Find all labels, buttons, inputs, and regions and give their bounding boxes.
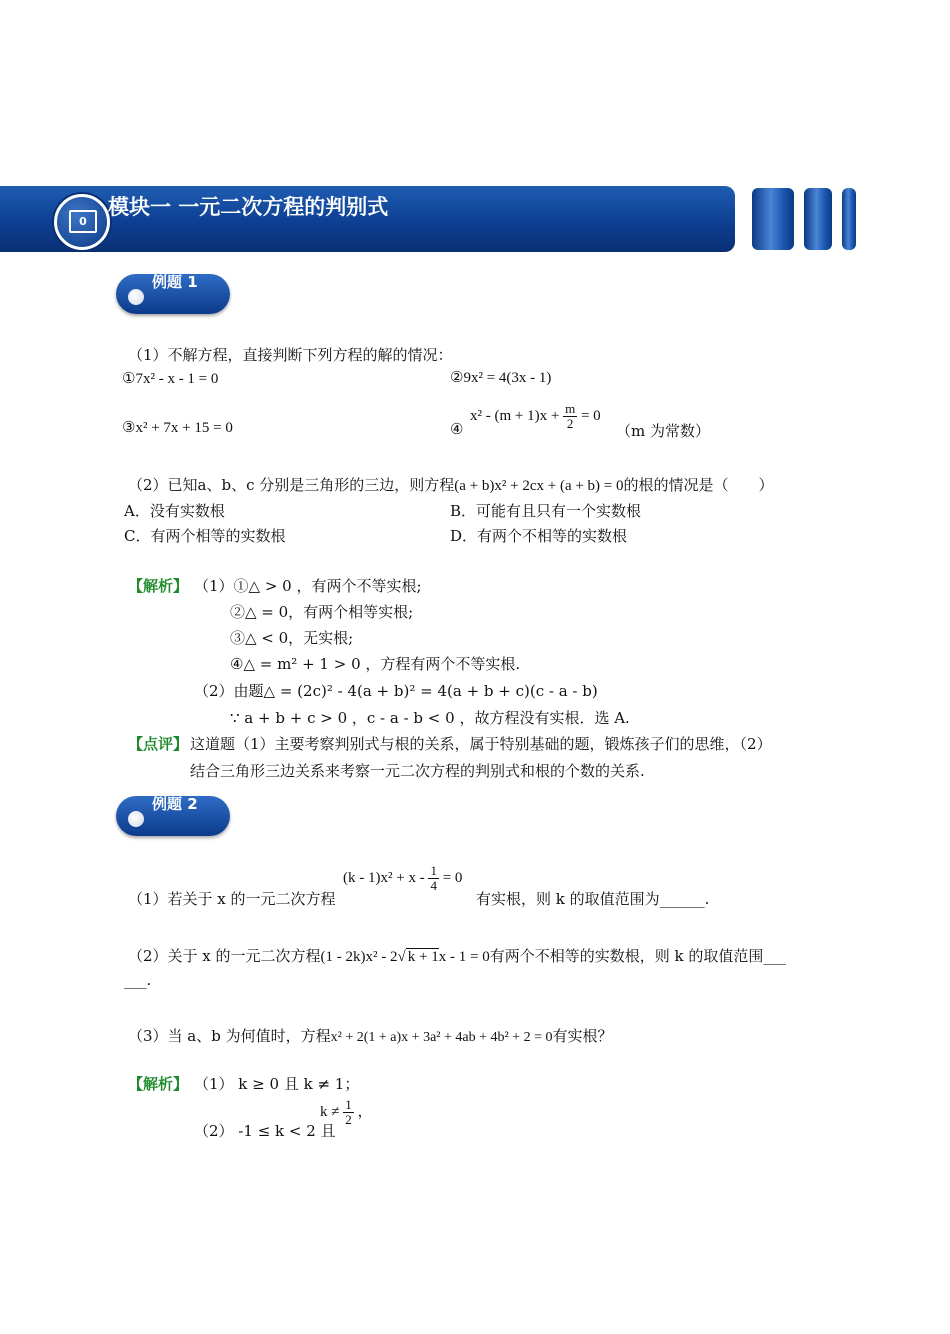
equation-4 <box>470 402 601 431</box>
ex2-sol2-fraction <box>343 1098 354 1127</box>
equation-4-note: （m 为常数） <box>616 422 710 440</box>
q2-equation: (a + b)x² + 2cx + (a + b) = 0 <box>454 478 624 494</box>
fraction-den: 2 <box>345 1112 352 1127</box>
ex2-q1-eq-tail: = 0 <box>442 869 463 886</box>
bullet-icon <box>128 811 144 827</box>
module-title: 模块一 一元二次方程的判别式 <box>108 195 389 219</box>
equation-1: ①7x² - x - 1 = 0 <box>122 371 219 387</box>
q2-suffix: 的根的情况是（ ） <box>623 476 774 494</box>
ex2-q1-prefix: （1）若关于 x 的一元二次方程 <box>128 890 336 908</box>
equation-3: ③x² + 7x + 15 = 0 <box>122 420 233 436</box>
ex2-q2-suffix: 有两个不相等的实数根，则 k 的取值范围___ <box>489 947 786 965</box>
q2-prefix: （2）已知a、b、c 分别是三角形的三边，则方程 <box>128 476 455 494</box>
equation-4-body: x² - (m + 1)x + <box>470 407 560 424</box>
solution-line-4: ④△ = m² + 1 > 0 ，方程有两个不等实根. <box>230 655 521 673</box>
example-1-badge <box>116 274 230 314</box>
solution-tag: 【解析】 <box>128 577 189 595</box>
option-c: C．有两个相等的实数根 <box>124 527 286 545</box>
ex2-sol2-k: k ≠ <box>320 1103 340 1120</box>
ex2-q2-eq-a: (1 - 2k)x² - 2 <box>320 949 398 965</box>
q1-intro: （1）不解方程，直接判断下列方程的解的情况： <box>128 346 453 364</box>
solution-line-5: （2）由题△ = (2c)² - 4(a + b)² = 4(a + b + c)(c - a - b) <box>194 682 598 700</box>
ex2-q1-suffix: 有实根，则 k 的取值范围为______. <box>476 890 710 908</box>
ex2-q1-fraction <box>428 864 439 893</box>
fraction-num: 1 <box>345 1097 352 1112</box>
ex2-q2-prefix: （2）关于 x 的一元二次方程 <box>128 947 321 965</box>
ex2-q2-equation: (1 - 2k)x² - 2√ k + 1x - 1 = 0 <box>320 949 490 965</box>
option-b: B．可能有且只有一个实数根 <box>450 502 642 520</box>
decor-bar-3 <box>842 188 856 250</box>
fraction-num: 1 <box>430 863 437 878</box>
solution-line-6: ∵ a + b + c > 0 ，c - a - b < 0 ，故方程没有实根．选 A. <box>230 709 630 727</box>
option-a: A．没有实数根 <box>124 502 225 520</box>
ex2-sol2-tail: ， <box>357 1103 373 1120</box>
ex2-q3-suffix: 有实根？ <box>552 1027 613 1045</box>
solution-line-1: （1）①△ > 0 ，有两个不等实根; <box>194 577 422 595</box>
fraction-den: 4 <box>430 878 437 893</box>
ex2-solution-tag: 【解析】 <box>128 1075 189 1093</box>
decor-bar-1 <box>752 188 794 250</box>
option-d: D．有两个不相等的实数根 <box>450 527 628 545</box>
equation-2: ②9x² = 4(3x - 1) <box>450 370 552 386</box>
ex2-q3-text <box>128 1025 612 1046</box>
ex2-solution-1: （1） k ≥ 0 且 k ≠ 1； <box>194 1075 360 1093</box>
bullet-icon <box>128 289 144 305</box>
example-1-label: 例题 1 <box>152 273 198 291</box>
ex2-solution-2-eq <box>320 1098 373 1127</box>
equation-4-fraction <box>563 402 577 431</box>
comment-line-1: 这道题（1）主要考察判别式与根的关系，属于特别基础的题，锻炼孩子们的思维，（2） <box>190 735 772 753</box>
fraction-num: m <box>565 401 576 416</box>
ex2-q2-eq-b: x - 1 = 0 <box>438 949 490 965</box>
solution-line-3: ③△ < 0，无实根; <box>230 629 354 647</box>
ex2-q2-sqrt: k + 1 <box>407 949 439 965</box>
ex2-q3-prefix: （3）当 a、b 为何值时，方程 <box>128 1027 331 1045</box>
ex2-q3-equation: x² + 2(1 + a)x + 3a² + 4ab + 4b² + 2 = 0 <box>330 1030 553 1045</box>
example-2-label: 例题 2 <box>152 795 198 813</box>
ex2-solution-2-prefix: （2） -1 ≤ k < 2 且 <box>194 1122 336 1140</box>
decor-bar-2 <box>804 188 832 250</box>
ex2-q1-eq-body: (k - 1)x² + x - <box>343 869 425 886</box>
q2-text <box>128 474 774 495</box>
example-2-badge <box>116 796 230 836</box>
equation-4-num: ④ <box>450 420 464 438</box>
ex2-q1-equation <box>343 864 462 893</box>
fraction-den: 2 <box>566 416 574 431</box>
screen-icon: 0 <box>54 194 110 250</box>
comment-line-2: 结合三角形三边关系来考察一元二次方程的判别式和根的个数的关系. <box>190 762 645 780</box>
ex2-q2-continuation: ___. <box>124 971 152 989</box>
comment-tag: 【点评】 <box>128 735 189 753</box>
ex2-q2-text <box>128 945 786 966</box>
solution-line-2: ②△ = 0，有两个相等实根; <box>230 603 414 621</box>
equation-4-tail: = 0 <box>580 407 601 424</box>
